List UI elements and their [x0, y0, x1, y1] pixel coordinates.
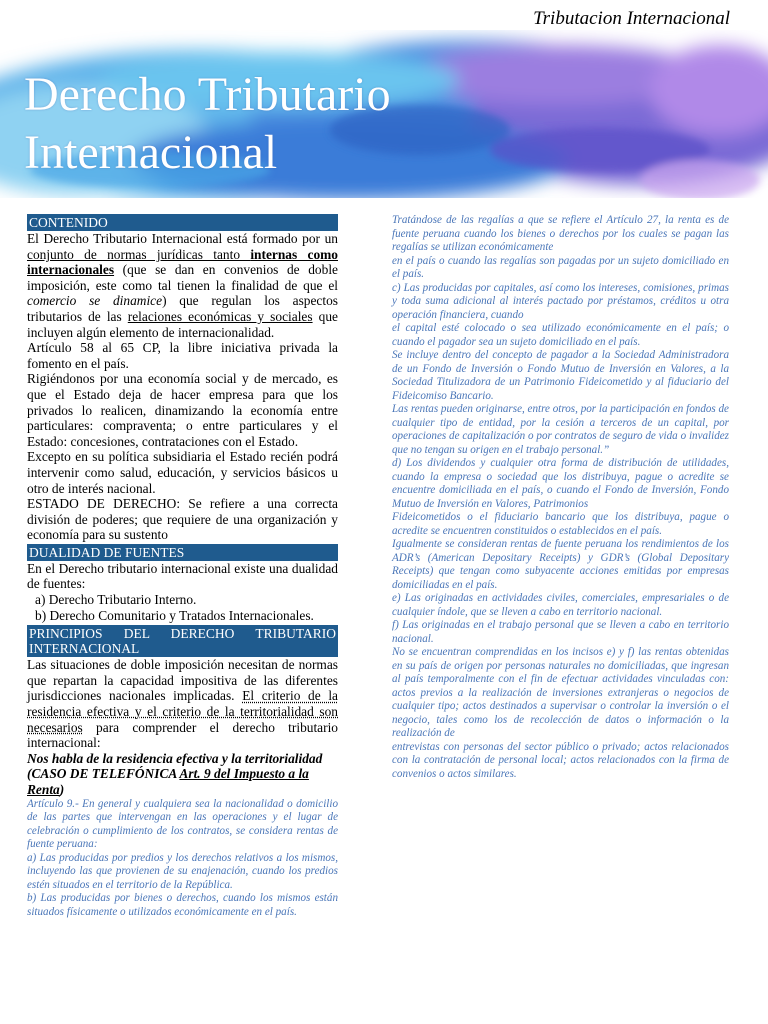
right-paragraph: e) Las originadas en actividades civiles, comerciales, empresariales o de cualquier índole, que se lleven a cabo en territorio nacional. — [392, 592, 729, 618]
right-paragraph: Las rentas pueden originarse, entre otros, por la participación en fondos de cualquier tipo de entidad, por la cesión a terceros de un capital, por operaciones de capitalización o por contratos de seguro de vida o invalidez que no tengan su origen en el trabajo personal.” — [392, 403, 729, 456]
text-run: El Derecho Tributario Internacional está formado por un — [27, 231, 338, 246]
header-title: Tributacion Internacional — [533, 8, 730, 29]
section-heading-principios: PRINCIPIOS DEL DERECHO TRIBUTARIO INTERNACIONAL — [29, 626, 336, 657]
principios-paragraph-2 — [27, 751, 338, 798]
right-paragraph: f) Las originadas en el trabajo personal que se lleven a cabo en territorio nacional. — [392, 619, 729, 645]
list-item: a) Derecho Tributario Interno. — [35, 592, 197, 608]
text-run: que incluyen algún elemento de internacionalidad. — [27, 308, 338, 340]
text-run: ) que regulan los aspectos tributarios de las — [27, 293, 338, 324]
right-paragraph: Se incluye dentro del concepto de pagador a la Sociedad Administradora de un Fondo de Inversión o Fondo Mutuo de Inversión en Valores, a la Sociedad Titulizadora de un Patrimonio Fideicometido y al fiduciario del Fideicomiso Bancario. — [392, 349, 729, 402]
text-run: ) — [59, 782, 65, 797]
right-paragraph: d) Los dividendos y cualquier otra forma de distribución de utilidades, cuando la empresa o sociedad que los distribuya, pague o acredite se encuentre domiciliada en el país, o cuando el Fondo de Inversión, Fondo Mutuo de Inversión en Valores, Patrimonios — [392, 457, 729, 510]
dualidad-intro: En el Derecho tributario internacional existe una dualidad de fuentes: — [27, 560, 338, 592]
article-9-item-b: b) Las producidas por bienes o derechos, cuando los mismos están situados físicamente o utilizados económicamente en el país. — [27, 892, 338, 918]
contenido-paragraph-2: Artículo 58 al 65 CP, la libre iniciativa privada la fomento en el país. — [27, 340, 338, 371]
right-paragraph: entrevistas con personas del sector público o privado; actos relacionados con la contratación de personal local; actos relacionados con la firma de convenios o actos similares. — [392, 740, 729, 780]
dualidad-list — [27, 592, 338, 623]
right-paragraph: No se encuentran comprendidas en los incisos e) y f) las rentas obtenidas en su país de origen por personas naturales no domiciliadas, que ingresan al país temporalmente con el fin de efectuar actividades vinculadas con: actos previos a la realización de inversiones extranjeras o negocios de cualquier tipo; actos destinados a supervisar o controlar la inversión o el negocio, tales como los de recolección de datos o información o la realización de — [392, 646, 729, 739]
contenido-paragraph-3: Rigiéndonos por una economía social y de mercado, es que el Estado deja de hacer empresa para que los privados lo realicen, dinamizando la economía entre particulares: compraventa; o entre particulares y el Estado: concesiones, contrataciones con el Estado. — [27, 371, 338, 449]
text-run: Las situaciones de doble imposición necesitan de normas que repartan la capacidad impositiva de las diferentes jurisdicciones nacionales implicadas. — [27, 657, 338, 704]
text-run: El criterio de la residencia efectiva y el criterio de la territorialidad son necesarios — [27, 688, 338, 735]
article-9-item-a: a) Las producidas por predios y los derechos relativos a los mismos, incluyendo las que provienen de su enajenación, cuando los predios estén situados en el territorio de la República. — [27, 851, 338, 891]
text-run: conjunto de normas jurídicas tanto — [27, 246, 251, 262]
contenido-paragraph-4: Excepto en su política subsidiaria el Estado recién podrá intervenir como salud, educación, y servicios básicos u otro de interés nacional. — [27, 449, 338, 496]
right-paragraph: c) Las producidas por capitales, así como los intereses, comisiones, primas y toda suma adicional al interés pactado por préstamos, créditos u otra operación financiera, cuando — [392, 281, 729, 321]
section-heading-dualidad: DUALIDAD DE FUENTES — [27, 544, 338, 561]
right-paragraph: en el país o cuando las regalías son pagadas por un sujeto domiciliado en el país. — [392, 254, 729, 280]
list-item: b) Derecho Comunitario y Tratados Internacionales. — [35, 607, 314, 623]
text-run: relaciones económicas y sociales — [127, 308, 313, 324]
text-run: Nos habla de la residencia efectiva y la territorialidad (CASO DE TELEFÓNICA — [27, 750, 323, 782]
text-run: comercio se dinamice — [27, 293, 163, 309]
left-column — [27, 214, 338, 919]
title-line-1: Derecho Tributario — [24, 68, 391, 121]
right-paragraph: el capital esté colocado o sea utilizado económicamente en el país; o cuando el pagador sea un sujeto domiciliado en el país. — [392, 322, 729, 348]
contenido-paragraph-1 — [27, 231, 338, 340]
article-9-text: Artículo 9.- En general y cualquiera sea la nacionalidad o domicilio de las partes que intervengan en las operaciones y el lugar de celebración o cumplimiento de los contratos, se considera rentas de fuente peruana: — [27, 797, 338, 851]
principios-paragraph-1 — [27, 657, 338, 751]
right-column — [392, 214, 729, 781]
text-run: Art. 9 del Impuesto a la Renta — [27, 766, 309, 797]
banner-title — [24, 66, 391, 182]
title-line-2: Internacional — [24, 126, 278, 179]
contenido-paragraph-5: ESTADO DE DERECHO: Se refiere a una correcta división de poderes; que requiere de una organización y economía para su sustento — [27, 496, 338, 543]
text-run: (que se dan en convenios de doble imposición, este como tal tienen la finalidad de que el — [27, 262, 338, 293]
right-paragraph: Igualmente se consideran rentas de fuente peruana los rendimientos de los ADR’s (American Depositary Receipts) y GDR’s (Global Depositary Receipts) que tengan como subyacente acciones emitidas por empresas domiciliadas en el país. — [392, 538, 729, 591]
right-paragraph: Tratándose de las regalías a que se refiere el Artículo 27, la renta es de fuente peruana cuando los bienes o derechos por los cuales se pagan las regalías se utilizan económicamente — [392, 214, 729, 253]
section-heading-contenido: CONTENIDO — [27, 214, 338, 231]
text-run: internas como internacionales — [27, 246, 338, 278]
text-run: para comprender el derecho tributario internacional: — [27, 719, 338, 751]
right-paragraph: Fideicometidos o el fiduciario bancario que los distribuya, pague o acredite se encuentren constituidos o establecidos en el país. — [392, 511, 729, 537]
